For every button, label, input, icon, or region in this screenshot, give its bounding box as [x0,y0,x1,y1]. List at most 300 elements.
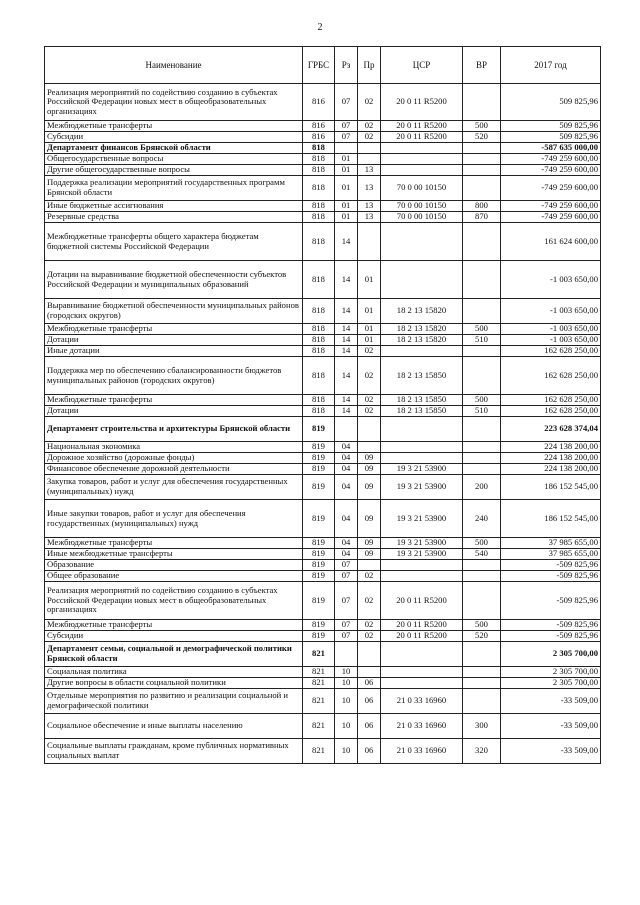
cell-pr: 02 [358,121,381,132]
cell-pr [358,417,381,442]
cell-vr: 510 [463,335,501,346]
cell-vr: 540 [463,549,501,560]
cell-pr: 02 [358,571,381,582]
cell-sum: 509 825,96 [501,132,601,143]
cell-grbs: 818 [303,261,335,299]
cell-name: Департамент строительства и архитектуры Брянской области [45,417,303,442]
header-csr: ЦСР [381,47,463,84]
cell-pr: 01 [358,299,381,324]
cell-pr: 02 [358,582,381,620]
cell-pr: 09 [358,549,381,560]
table-row [45,678,601,689]
cell-grbs: 818 [303,223,335,261]
cell-grbs: 818 [303,154,335,165]
table-row [45,346,601,357]
table-row [45,201,601,212]
cell-vr [463,417,501,442]
cell-csr: 21 0 33 16960 [381,739,463,764]
cell-grbs: 821 [303,678,335,689]
cell-rz: 07 [335,582,358,620]
cell-sum: 161 624 600,00 [501,223,601,261]
table-row [45,739,601,764]
cell-csr [381,678,463,689]
cell-name: Межбюджетные трансферты [45,121,303,132]
cell-sum: 224 138 200,00 [501,453,601,464]
cell-name: Субсидии [45,132,303,143]
cell-grbs: 819 [303,464,335,475]
cell-vr [463,464,501,475]
cell-vr [463,154,501,165]
cell-sum: 224 138 200,00 [501,442,601,453]
cell-name: Поддержка мер по обеспечению сбалансированности бюджетов муниципальных районов (городских округов) [45,357,303,395]
cell-rz [335,417,358,442]
cell-sum: -33 509,00 [501,714,601,739]
cell-pr: 06 [358,678,381,689]
cell-pr: 01 [358,261,381,299]
cell-name: Другие вопросы в области социальной политики [45,678,303,689]
cell-sum: 2 305 700,00 [501,667,601,678]
cell-csr [381,143,463,154]
cell-csr [381,261,463,299]
cell-rz: 10 [335,739,358,764]
cell-name: Межбюджетные трансферты [45,538,303,549]
cell-csr: 20 0 11 R5200 [381,631,463,642]
cell-pr: 02 [358,132,381,143]
cell-sum: -509 825,96 [501,560,601,571]
table-row [45,165,601,176]
cell-vr [463,357,501,395]
cell-pr: 09 [358,464,381,475]
cell-sum: -749 259 600,00 [501,201,601,212]
cell-csr: 18 2 13 15850 [381,357,463,395]
cell-csr [381,442,463,453]
cell-rz: 04 [335,442,358,453]
table-row [45,223,601,261]
cell-rz: 04 [335,453,358,464]
cell-sum: -509 825,96 [501,582,601,620]
cell-sum: 162 628 250,00 [501,395,601,406]
cell-csr: 20 0 11 R5200 [381,84,463,121]
cell-grbs: 819 [303,549,335,560]
cell-sum: -749 259 600,00 [501,165,601,176]
cell-sum: 223 628 374,04 [501,417,601,442]
table-row [45,442,601,453]
cell-pr: 09 [358,538,381,549]
cell-csr: 18 2 13 15850 [381,395,463,406]
table-row [45,299,601,324]
cell-vr: 500 [463,324,501,335]
cell-name: Социальные выплаты гражданам, кроме публичных нормативных социальных выплат [45,739,303,764]
cell-name: Реализация мероприятий по содействию созданию в субъектах Российской Федерации новых мест в общеобразовательных организациях [45,84,303,121]
cell-name: Другие общегосударственные вопросы [45,165,303,176]
cell-name: Выравнивание бюджетной обеспеченности муниципальных районов (городских округов) [45,299,303,324]
cell-csr: 20 0 11 R5200 [381,582,463,620]
cell-rz: 01 [335,154,358,165]
header-vr: ВР [463,47,501,84]
cell-sum: -509 825,96 [501,571,601,582]
cell-vr: 320 [463,739,501,764]
cell-vr: 520 [463,631,501,642]
cell-rz: 04 [335,538,358,549]
cell-pr: 09 [358,500,381,538]
cell-rz: 14 [335,261,358,299]
cell-sum: -749 259 600,00 [501,176,601,201]
cell-vr: 510 [463,406,501,417]
cell-rz: 04 [335,500,358,538]
cell-name: Общее образование [45,571,303,582]
table-row [45,620,601,631]
cell-sum: -1 003 650,00 [501,335,601,346]
cell-pr: 02 [358,395,381,406]
table-row [45,549,601,560]
cell-pr: 09 [358,453,381,464]
cell-grbs: 819 [303,442,335,453]
cell-name: Национальная экономика [45,442,303,453]
cell-csr: 19 3 21 53900 [381,500,463,538]
table-row [45,417,601,442]
cell-rz: 07 [335,560,358,571]
cell-sum: 509 825,96 [501,84,601,121]
cell-rz: 07 [335,132,358,143]
cell-csr: 19 3 21 53900 [381,475,463,500]
cell-vr [463,442,501,453]
cell-rz: 14 [335,324,358,335]
table-row [45,631,601,642]
cell-name: Иные бюджетные ассигнования [45,201,303,212]
cell-rz: 04 [335,475,358,500]
cell-csr: 20 0 11 R5200 [381,620,463,631]
header-pr: Пр [358,47,381,84]
cell-sum: 162 628 250,00 [501,346,601,357]
cell-name: Иные межбюджетные трансферты [45,549,303,560]
header-grbs: ГРБС [303,47,335,84]
cell-vr [463,165,501,176]
cell-csr [381,346,463,357]
cell-pr: 09 [358,475,381,500]
header-name: Наименование [45,47,303,84]
cell-grbs: 818 [303,201,335,212]
table-row [45,357,601,395]
cell-name: Финансовое обеспечение дорожной деятельности [45,464,303,475]
cell-vr [463,582,501,620]
cell-name: Дорожное хозяйство (дорожные фонды) [45,453,303,464]
cell-rz: 01 [335,176,358,201]
cell-grbs: 818 [303,395,335,406]
cell-sum: 162 628 250,00 [501,357,601,395]
cell-csr: 20 0 11 R5200 [381,121,463,132]
cell-pr: 02 [358,346,381,357]
cell-pr: 13 [358,212,381,223]
table-row [45,84,601,121]
table-row [45,154,601,165]
cell-rz: 01 [335,201,358,212]
cell-grbs: 821 [303,642,335,667]
cell-grbs: 818 [303,335,335,346]
cell-name: Резервные средства [45,212,303,223]
table-header-row [45,47,601,84]
cell-grbs: 818 [303,299,335,324]
cell-vr [463,143,501,154]
cell-csr [381,667,463,678]
cell-pr: 02 [358,406,381,417]
cell-csr [381,642,463,667]
cell-csr [381,560,463,571]
table-row [45,642,601,667]
cell-grbs: 821 [303,739,335,764]
cell-rz: 14 [335,223,358,261]
cell-vr [463,299,501,324]
cell-vr: 500 [463,620,501,631]
cell-csr [381,453,463,464]
cell-name: Департамент финансов Брянской области [45,143,303,154]
cell-grbs: 821 [303,667,335,678]
cell-vr [463,176,501,201]
cell-csr: 70 0 00 10150 [381,176,463,201]
cell-pr: 06 [358,714,381,739]
cell-rz: 14 [335,406,358,417]
cell-grbs: 819 [303,500,335,538]
cell-grbs: 821 [303,714,335,739]
page-number: 2 [317,22,323,33]
cell-sum: 186 152 545,00 [501,500,601,538]
cell-vr [463,642,501,667]
cell-pr [358,143,381,154]
cell-name: Поддержка реализации мероприятий государственных программ Брянской области [45,176,303,201]
cell-vr: 800 [463,201,501,212]
cell-sum: 37 985 655,00 [501,538,601,549]
cell-rz: 07 [335,571,358,582]
cell-grbs: 818 [303,165,335,176]
cell-sum: -1 003 650,00 [501,324,601,335]
cell-sum: -33 509,00 [501,689,601,714]
cell-csr [381,165,463,176]
cell-rz [335,642,358,667]
cell-vr [463,571,501,582]
cell-pr: 06 [358,739,381,764]
cell-sum: -749 259 600,00 [501,212,601,223]
cell-vr: 500 [463,538,501,549]
cell-rz: 14 [335,357,358,395]
cell-grbs: 818 [303,176,335,201]
cell-pr [358,154,381,165]
cell-sum: -509 825,96 [501,620,601,631]
cell-rz: 01 [335,165,358,176]
cell-vr [463,560,501,571]
cell-name: Межбюджетные трансферты [45,324,303,335]
cell-csr [381,417,463,442]
table-row [45,538,601,549]
cell-grbs: 816 [303,84,335,121]
cell-vr [463,223,501,261]
cell-rz: 10 [335,667,358,678]
cell-name: Межбюджетные трансферты [45,620,303,631]
cell-sum: 509 825,96 [501,121,601,132]
table-row [45,500,601,538]
table-row [45,335,601,346]
cell-vr [463,667,501,678]
cell-pr [358,642,381,667]
cell-grbs: 818 [303,143,335,154]
cell-sum: 37 985 655,00 [501,549,601,560]
table-row [45,571,601,582]
cell-grbs: 819 [303,582,335,620]
cell-name: Дотации [45,335,303,346]
cell-rz: 04 [335,549,358,560]
cell-pr: 01 [358,335,381,346]
cell-vr: 300 [463,714,501,739]
table-row [45,714,601,739]
cell-grbs: 819 [303,631,335,642]
cell-csr: 19 3 21 53900 [381,538,463,549]
cell-name: Департамент семьи, социальной и демографической политики Брянской области [45,642,303,667]
cell-sum: 2 305 700,00 [501,642,601,667]
table-row [45,464,601,475]
header-rz: Рз [335,47,358,84]
cell-pr [358,223,381,261]
cell-name: Иные дотации [45,346,303,357]
cell-vr [463,84,501,121]
cell-csr [381,571,463,582]
cell-vr [463,346,501,357]
cell-name: Общегосударственные вопросы [45,154,303,165]
cell-rz: 07 [335,631,358,642]
cell-vr: 500 [463,121,501,132]
cell-grbs: 819 [303,453,335,464]
cell-name: Социальное обеспечение и иные выплаты населению [45,714,303,739]
cell-csr: 70 0 00 10150 [381,212,463,223]
cell-vr: 520 [463,132,501,143]
cell-pr: 13 [358,165,381,176]
cell-grbs: 821 [303,689,335,714]
table-row [45,132,601,143]
cell-csr [381,154,463,165]
table-row [45,143,601,154]
cell-grbs: 819 [303,560,335,571]
cell-grbs: 816 [303,121,335,132]
cell-pr: 06 [358,689,381,714]
cell-name: Межбюджетные трансферты [45,395,303,406]
header-year: 2017 год [501,47,601,84]
cell-name: Образование [45,560,303,571]
cell-grbs: 818 [303,406,335,417]
cell-vr [463,453,501,464]
cell-rz: 14 [335,335,358,346]
cell-rz: 10 [335,714,358,739]
cell-sum: 186 152 545,00 [501,475,601,500]
cell-vr: 200 [463,475,501,500]
cell-sum: 2 305 700,00 [501,678,601,689]
cell-vr [463,689,501,714]
cell-pr: 02 [358,631,381,642]
table-row [45,560,601,571]
cell-csr: 21 0 33 16960 [381,714,463,739]
cell-rz: 07 [335,620,358,631]
table-row [45,406,601,417]
cell-sum: -1 003 650,00 [501,261,601,299]
cell-csr: 18 2 13 15820 [381,335,463,346]
table-row [45,453,601,464]
cell-pr: 13 [358,201,381,212]
table-row [45,475,601,500]
cell-sum: 162 628 250,00 [501,406,601,417]
cell-sum: -587 635 000,00 [501,143,601,154]
cell-name: Дотации на выравнивание бюджетной обеспеченности субъектов Российской Федерации и муниципальных образований [45,261,303,299]
cell-sum: -749 259 600,00 [501,154,601,165]
cell-name: Иные закупки товаров, работ и услуг для обеспечения государственных (муниципальных) нужд [45,500,303,538]
cell-rz: 10 [335,689,358,714]
table-row [45,261,601,299]
cell-name: Субсидии [45,631,303,642]
cell-grbs: 819 [303,475,335,500]
cell-rz: 04 [335,464,358,475]
cell-grbs: 818 [303,346,335,357]
table-row [45,212,601,223]
cell-rz [335,143,358,154]
table-row [45,121,601,132]
cell-name: Реализация мероприятий по содействию созданию в субъектах Российской Федерации новых мест в общеобразовательных организациях [45,582,303,620]
cell-rz: 07 [335,121,358,132]
cell-pr [358,667,381,678]
table-row [45,582,601,620]
cell-pr: 01 [358,324,381,335]
cell-grbs: 819 [303,571,335,582]
cell-rz: 07 [335,84,358,121]
cell-rz: 10 [335,678,358,689]
cell-rz: 14 [335,395,358,406]
cell-csr: 70 0 00 10150 [381,201,463,212]
cell-csr [381,223,463,261]
table-row [45,667,601,678]
cell-pr: 02 [358,357,381,395]
cell-name: Закупка товаров, работ и услуг для обеспечения государственных (муниципальных) нужд [45,475,303,500]
cell-grbs: 818 [303,357,335,395]
cell-rz: 14 [335,346,358,357]
cell-name: Межбюджетные трансферты общего характера бюджетам бюджетной системы Российской Федерации [45,223,303,261]
cell-pr: 02 [358,620,381,631]
table-row [45,689,601,714]
cell-csr: 18 2 13 15820 [381,299,463,324]
cell-grbs: 819 [303,620,335,631]
cell-vr [463,261,501,299]
cell-csr: 20 0 11 R5200 [381,132,463,143]
cell-csr: 21 0 33 16960 [381,689,463,714]
cell-grbs: 819 [303,417,335,442]
cell-name: Отдельные мероприятия по развитию и реализации социальной и демографической политики [45,689,303,714]
cell-grbs: 819 [303,538,335,549]
cell-grbs: 818 [303,212,335,223]
cell-vr: 240 [463,500,501,538]
cell-pr [358,560,381,571]
cell-rz: 14 [335,299,358,324]
cell-sum: 224 138 200,00 [501,464,601,475]
cell-pr [358,442,381,453]
cell-sum: -509 825,96 [501,631,601,642]
cell-vr: 870 [463,212,501,223]
budget-table [44,46,601,764]
cell-rz: 01 [335,212,358,223]
table-row [45,176,601,201]
cell-vr: 500 [463,395,501,406]
cell-csr: 19 3 21 53900 [381,464,463,475]
cell-csr: 19 3 21 53900 [381,549,463,560]
table-row [45,395,601,406]
cell-pr: 13 [358,176,381,201]
cell-grbs: 818 [303,324,335,335]
cell-name: Социальная политика [45,667,303,678]
cell-csr: 18 2 13 15820 [381,324,463,335]
cell-grbs: 816 [303,132,335,143]
cell-csr: 18 2 13 15850 [381,406,463,417]
